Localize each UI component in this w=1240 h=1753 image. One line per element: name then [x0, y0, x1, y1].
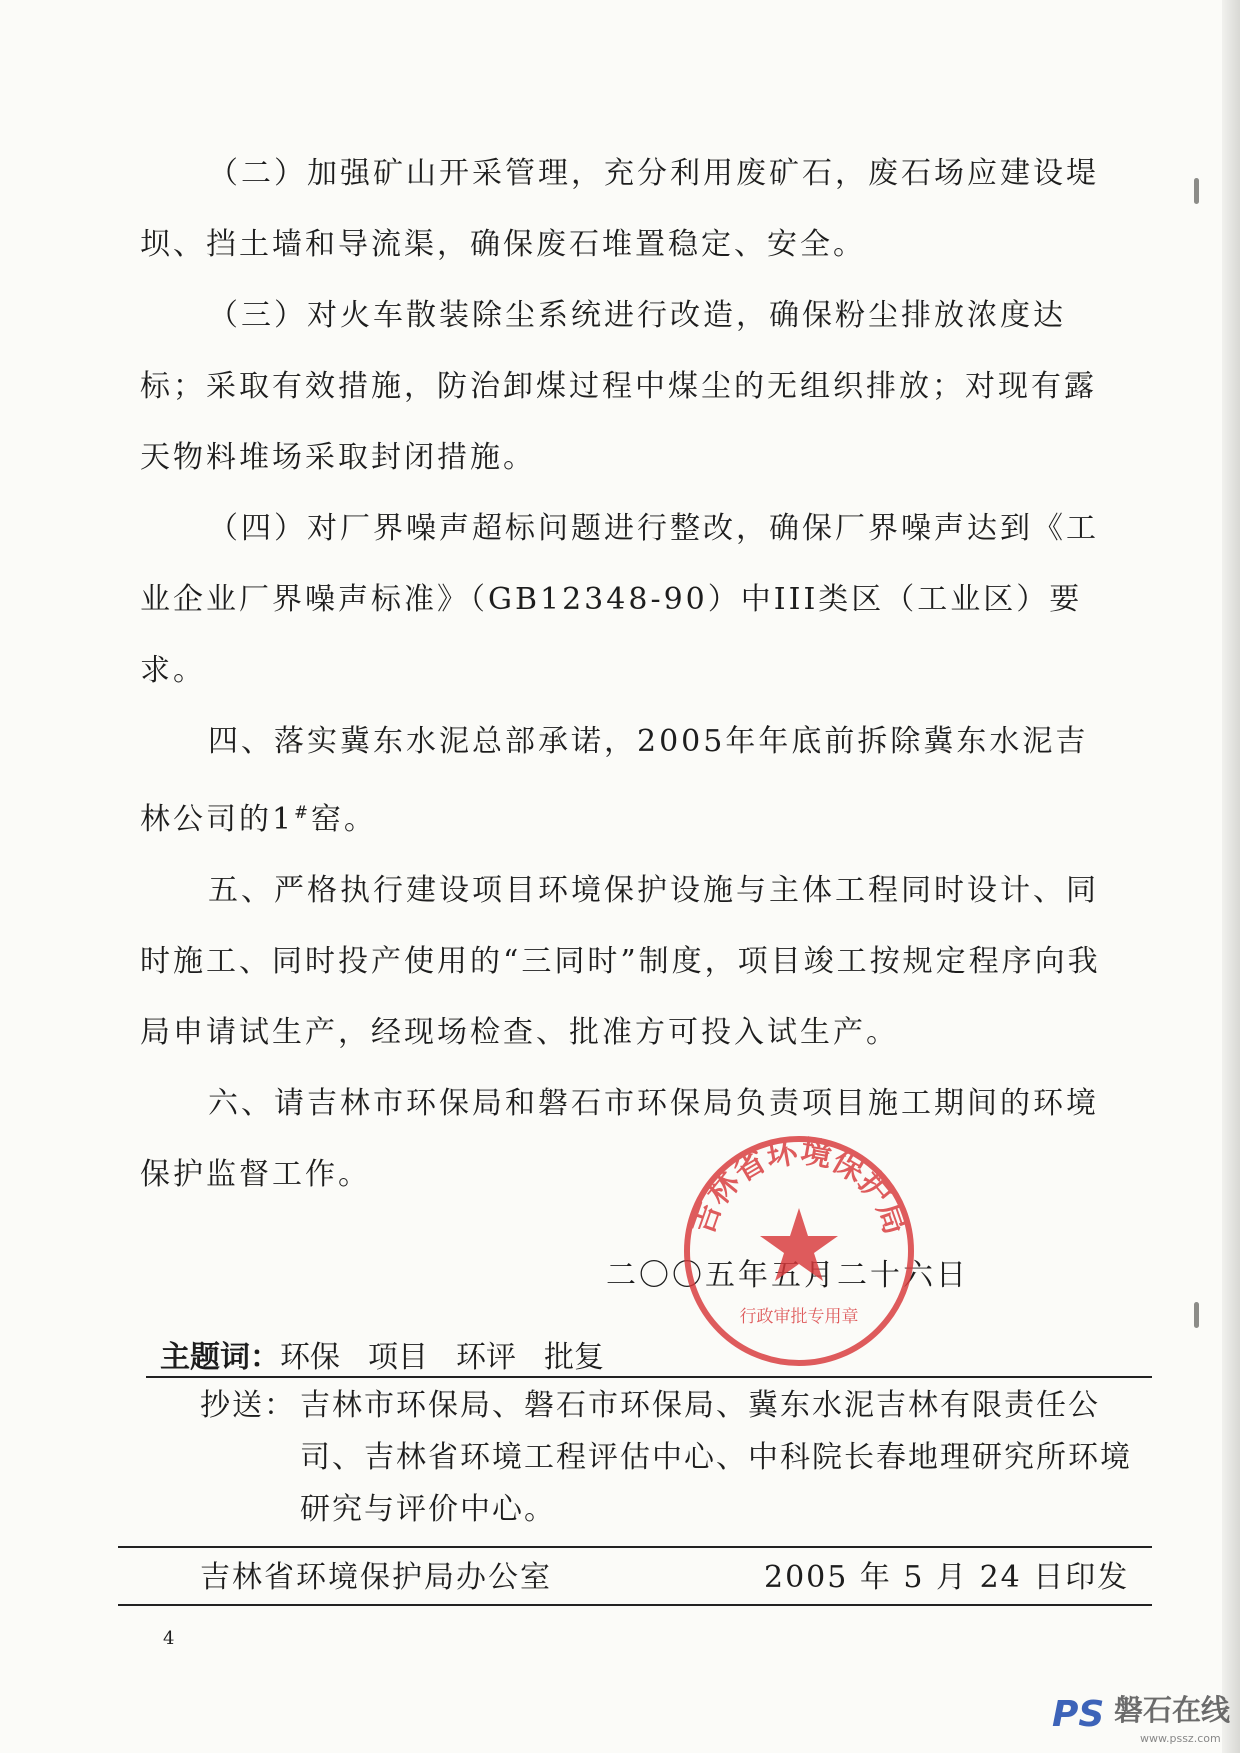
- seal-text: 吉林省环境保护局: [684, 1133, 914, 1240]
- paragraph: （三）对火车散装除尘系统进行改造，确保粉尘排放浓度达标；采取有效措施，防治卸煤过程中煤尘的无组织排放；对现有露天物料堆场采取封闭措施。: [140, 298, 1097, 475]
- page-edge: [1222, 0, 1240, 1753]
- keyword: 环评: [456, 1340, 516, 1375]
- keyword: 批复: [544, 1340, 604, 1375]
- paragraph: （二）加强矿山开采管理，充分利用废矿石，废石场应建设堤坝、挡土墙和导流渠，确保废石堆置稳定、安全。: [140, 156, 1099, 262]
- keyword: 项目: [368, 1340, 428, 1375]
- cc-block: [200, 1380, 1140, 1536]
- cc-label: 抄送：: [200, 1388, 296, 1423]
- rule-bottom: [118, 1604, 1152, 1606]
- print-date: 2005 年 5 月 24 日印发: [764, 1560, 1130, 1595]
- paragraph: 五、严格执行建设项目环境保护设施与主体工程同时设计、同时施工、同时投产使用的“三同时”制度，项目竣工按规定程序向我局申请试生产，经现场检查、批准方可投入试生产。: [140, 873, 1101, 1050]
- subject-keywords: [160, 1332, 604, 1376]
- watermark-logo-icon: PS: [1052, 1694, 1105, 1735]
- binding-hole-bottom: [1194, 1302, 1199, 1328]
- binding-hole-top: [1194, 178, 1199, 204]
- paragraph: 四、落实冀东水泥总部承诺，2005年年底前拆除冀东水泥吉林公司的1#窑。: [140, 724, 1089, 837]
- seal-sub-text: 行政审批专用章: [739, 1307, 859, 1327]
- page-number: 4: [163, 1628, 175, 1649]
- issuing-office: 吉林省环境保护局办公室: [200, 1560, 552, 1595]
- watermark-name: 磐石在线: [1114, 1693, 1231, 1727]
- official-seal: [680, 1132, 918, 1370]
- keyword: 环保: [280, 1340, 340, 1375]
- cc-text: 吉林市环保局、磐石市环保局、冀东水泥吉林有限责任公司、吉林省环境工程评估中心、中科院长春地理研究所环境研究与评价中心。: [300, 1388, 1132, 1527]
- star-icon: [760, 1208, 838, 1281]
- paragraph: 六、请吉林市环保局和磐石市环保局负责项目施工期间的环境保护监督工作。: [140, 1086, 1099, 1192]
- issue-date: 二〇〇五年五月二十六日: [606, 1258, 969, 1293]
- keywords-label: 主题词：: [160, 1340, 280, 1375]
- document-body: [140, 138, 1120, 1210]
- site-watermark: [1048, 1682, 1234, 1748]
- rule-middle: [118, 1546, 1152, 1548]
- rule-top: [146, 1376, 1152, 1378]
- watermark-url: www.pssz.com: [1140, 1732, 1221, 1745]
- paragraph: （四）对厂界噪声超标问题进行整改，确保厂界噪声达到《工业企业厂界噪声标准》（GB12348-90）中III类区（工业区）要求。: [140, 511, 1099, 688]
